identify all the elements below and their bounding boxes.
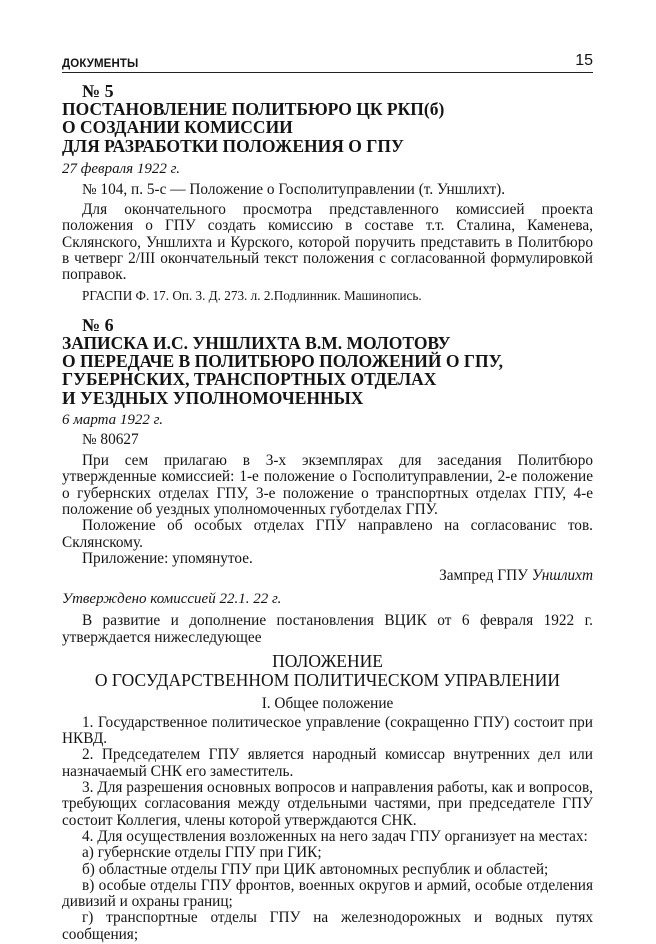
regulation-item: 1. Государственное политическое управление (сокращенно ГПУ) состоит при НКВД. [62,713,593,748]
document-page [62,50,593,943]
doc6-number: № 6 [82,314,114,335]
doc6-paragraph: При сем прилагаю в 3-х экземплярах для заседания Политбюро утвержденные комиссией: 1-е положение о Госполитуправлении, 2-е положение о губернских отделах ГПУ, 3-е положение о транспортных отделах ГПУ, 4-е положение об уездных уполномоченных губотделах ГПУ. [62,452,593,519]
doc6-paragraph: Положение об особых отделах ГПУ направлено на согласованис тов. Склянскому. [62,517,593,551]
doc5-title-line: ДЛЯ РАЗРАБОТКИ ПОЛОЖЕНИЯ О ГПУ [62,135,404,156]
regulation-subitem: б) областные отделы ГПУ при ЦИК автономных республик и областей; [82,860,549,878]
doc5-title [62,100,593,155]
doc6-title-line: ГУБЕРНСКИХ, ТРАНСПОРТНЫХ ОТДЕЛАХ [62,369,437,390]
regulation-item: 2. Председателем ГПУ является народный комиссар внутренних дел или назначаемый СНК его заместитель. [62,746,593,780]
page-number: 15 [575,52,593,69]
doc5-protocol: № 104, п. 5-с — Положение о Госполитуправлении (т. Уншлихт). [82,180,506,198]
signature-name: Уншлихт [531,567,593,585]
regulation-subitem: г) транспортные отделы ГПУ на железнодорожных и водных путях сообщения; [62,909,593,943]
doc5-title-line: О СОЗДАНИИ КОМИССИИ [62,117,293,138]
regulation-items [62,715,593,943]
regulation [62,591,593,943]
running-head [62,50,593,73]
doc5-number: № 5 [82,81,114,101]
doc5-title-line: ПОСТАНОВЛЕНИЕ ПОЛИТБЮРО ЦК РКП(б) [62,99,445,119]
doc5-date: 27 февраля 1922 г. [62,160,180,177]
section-heading: I. Общее положение [261,694,394,712]
doc6-title [62,334,593,407]
doc5-body: Для окончательного просмотра представленного комиссией проекта положения о ГПУ создать комиссию в составе т.т. Сталина, Каменева, Склянского, Уншлихта и Курского, которой поручить представить в Политбюро в четверг 2/III окончательный текст положения с согласованной формулировкой поправок. [62,201,593,284]
running-head-section: ДОКУМЕНТЫ [62,58,139,70]
doc5-archive-ref: РГАСПИ Ф. 17. Оп. 3. Д. 273. л. 2.Подлинник. Машинопись. [82,287,422,303]
approval-note: Утверждено комиссией 22.1. 22 г. [62,591,282,608]
regulation-preamble: В развитие и дополнение постановления ВЦИК от 6 февраля 1922 г. утверждается нижеследующее [62,612,593,646]
regulation-title-line1: ПОЛОЖЕНИЕ [272,650,383,671]
regulation-subitem: а) губернские отделы ГПУ при ГИК; [82,844,322,862]
regulation-title-line2: О ГОСУДАРСТВЕННОМ ПОЛИТИЧЕСКОМ УПРАВЛЕНИИ [94,669,561,690]
doc6-date: 6 марта 1922 г. [62,411,164,428]
doc6-title-line: ЗАПИСКА И.С. УНШЛИХТА В.М. МОЛОТОВУ [62,332,451,353]
document-5 [62,82,593,304]
regulation-item: 4. Для осуществления возложенных на него задач ГПУ организует на местах: [82,827,588,845]
signature-title: Зампред ГПУ [439,567,528,585]
regulation-item: 3. Для разрешения основных вопросов и направления работы, как и вопросов, требующих согласования между отдельными частями, при председателе ГПУ состоит Коллегия, члены которой утверждаются СНК. [62,779,593,829]
regulation-subitem: в) особые отделы ГПУ фронтов, военных округов и армий, особые отделения дивизий и охраны границ; [62,876,593,911]
doc6-title-line: О ПЕРЕДАЧЕ В ПОЛИТБЮРО ПОЛОЖЕНИЙ О ГПУ, [62,350,503,371]
document-6 [62,316,593,586]
doc6-attachment: Приложение: упомянутое. [82,549,253,567]
regulation-title [62,652,593,690]
doc6-title-line: И УЕЗДНЫХ УПОЛНОМОЧЕННЫХ [62,387,364,408]
doc6-outgoing-number: № 80627 [82,430,139,448]
